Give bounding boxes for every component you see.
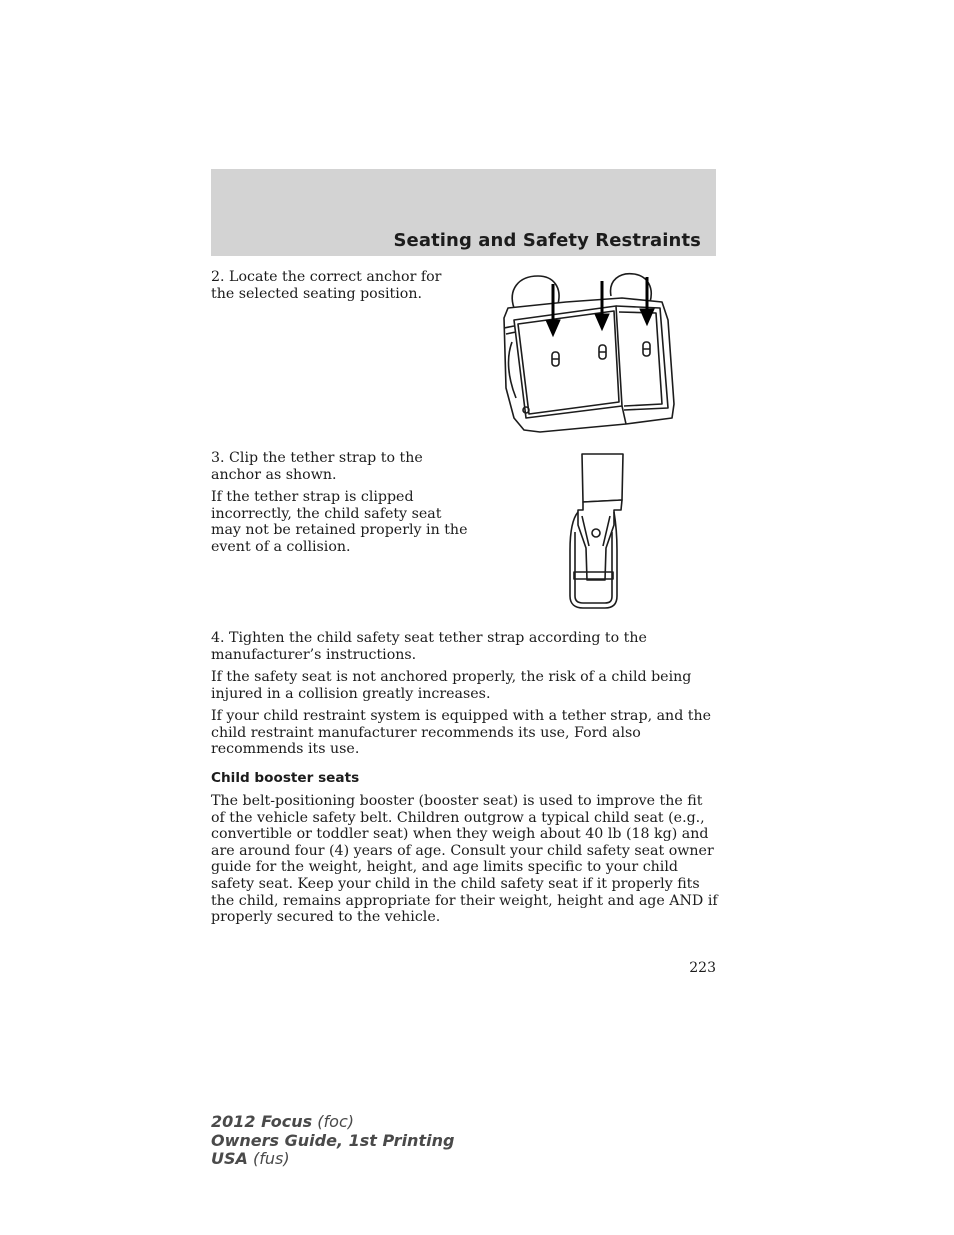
footer-guide-edition: Owners Guide, 1st Printing bbox=[211, 1130, 455, 1150]
step-2-text: 2. Locate the correct anchor for the selected seating position. bbox=[211, 269, 442, 302]
step-4-text: 4. Tighten the child safety seat tether strap according to the manufacturer’s instructions. bbox=[211, 630, 647, 663]
tether-clip-illustration bbox=[565, 450, 627, 610]
footer-market: USA bbox=[211, 1149, 248, 1168]
booster-seats-heading: Child booster seats bbox=[211, 770, 360, 786]
step-4-warning-text: If the safety seat is not anchored properly, the risk of a child being injured in a collision greatly increases. bbox=[211, 669, 692, 702]
page-number: 223 bbox=[689, 960, 716, 976]
section-title: Seating and Safety Restraints bbox=[393, 230, 701, 251]
step-3-text: 3. Clip the tether strap to the anchor as shown. bbox=[211, 450, 423, 483]
footer-market-code: (fus) bbox=[253, 1149, 290, 1168]
booster-seats-body: The belt-positioning booster (booster seat) is used to improve the fit of the vehicle safety belt. Children outgrow a typical child seat (e.g., convertible or toddler seat) when they weigh about 40 lb (18 kg) and are around four (4) years of age. Consult your child safety seat owner guide for the weight, height, and age limits specific to your child safety seat. Keep your child in the child safety seat if it properly fits the child, remains appropriate for their weight, height and age AND if properly secured to the vehicle. bbox=[211, 793, 718, 926]
rear-seat-anchor-illustration bbox=[496, 268, 678, 436]
footer-model: 2012 Focus bbox=[211, 1112, 313, 1131]
step-4-recommendation-text: If your child restraint system is equipped with a tether strap, and the child restraint manufacturer recommends its use, Ford also recommends its use. bbox=[211, 708, 712, 758]
section-header-band bbox=[211, 169, 716, 256]
footer-model-code: (foc) bbox=[317, 1112, 354, 1131]
step-3-warning-text: If the tether strap is clipped incorrectly, the child safety seat may not be retained properly in the event of a collision. bbox=[211, 489, 468, 555]
footer-publication-info bbox=[211, 1113, 454, 1169]
